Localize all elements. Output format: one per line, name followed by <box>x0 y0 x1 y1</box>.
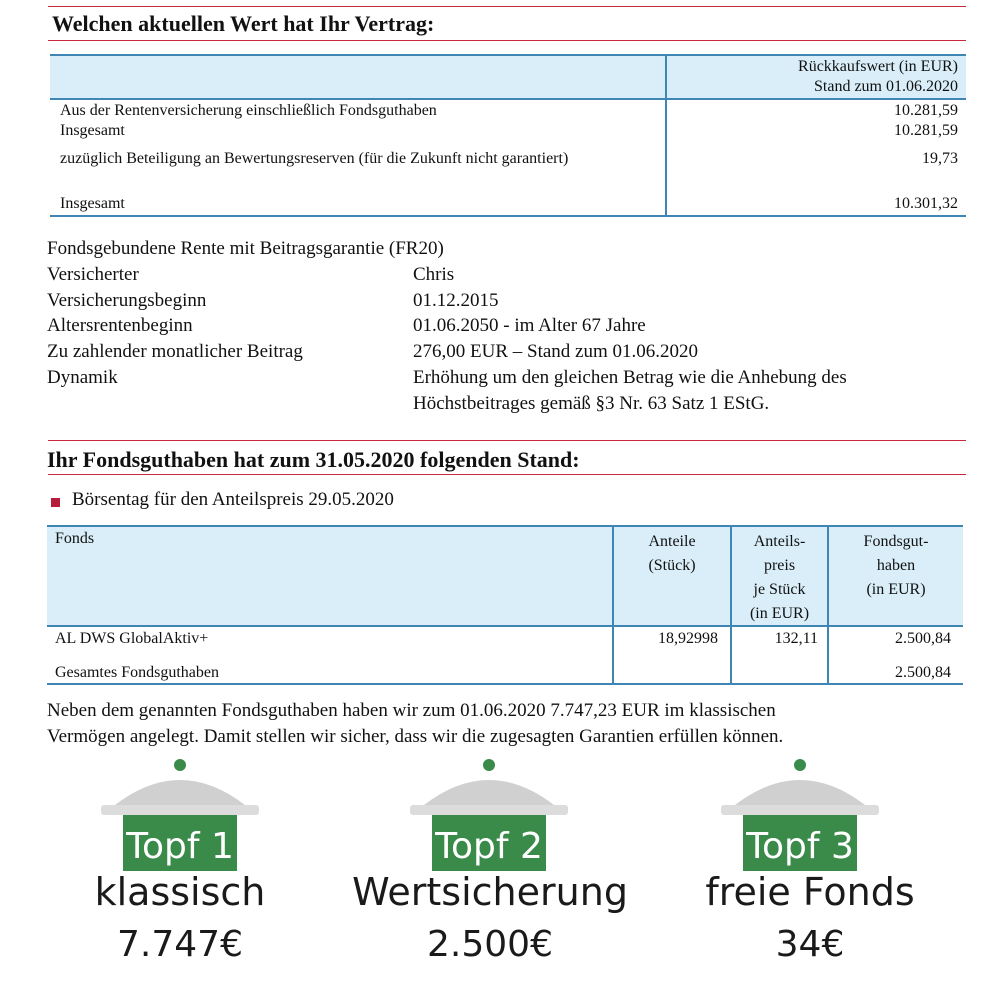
col-header-line2: Stand zum 01.06.2020 <box>814 78 958 95</box>
bullet-text: Börsentag für den Anteilspreis 29.05.2020 <box>72 489 394 510</box>
field-value: 01.06.2050 - im Alter 67 Jahre <box>413 315 646 336</box>
field-label: Versicherter <box>47 264 139 285</box>
fund-total-value: 2.500,84 <box>895 664 951 681</box>
bullet-icon <box>51 498 60 507</box>
col-header-line1: Rückkaufswert (in EUR) <box>798 58 958 75</box>
fund-table-border-bottom <box>47 683 963 685</box>
note-line1: Neben dem genannten Fondsguthaben haben wir zum 01.06.2020 7.747,23 EUR im klassischen <box>47 700 776 721</box>
pot-label: Topf 1 <box>126 826 234 867</box>
table-border-top <box>50 54 966 56</box>
fund-total-label: Gesamtes Fondsguthaben <box>55 664 219 681</box>
pot-label: Topf 3 <box>746 826 854 867</box>
field-value: 01.12.2015 <box>413 290 499 311</box>
row-value: 19,73 <box>922 150 958 167</box>
col-guthaben: Fondsgut- haben (in EUR) <box>863 533 929 598</box>
pot-name: freie Fonds <box>705 870 915 914</box>
row-label: Insgesamt <box>60 195 125 212</box>
field-label: Versicherungsbeginn <box>47 290 207 311</box>
field-value: Erhöhung um den gleichen Betrag wie die Anhebung des <box>413 367 847 388</box>
heading-rule <box>48 40 966 41</box>
field-value-cont: Höchstbeitrages gemäß §3 Nr. 63 Satz 1 EStG. <box>413 393 770 414</box>
col-fonds: Fonds <box>55 530 95 547</box>
field-value: 276,00 EUR – Stand zum 01.06.2020 <box>413 341 698 362</box>
fund-preis: 132,11 <box>774 630 818 647</box>
fund-guthaben: 2.500,84 <box>895 630 951 647</box>
pot-amount: 2.500€ <box>427 924 553 965</box>
row-value: 10.301,32 <box>894 195 958 212</box>
section2-top-rule <box>48 440 966 441</box>
section2-heading: Ihr Fondsguthaben hat zum 31.05.2020 folgenden Stand: <box>47 447 580 472</box>
field-label: Zu zahlender monatlicher Beitrag <box>47 341 303 362</box>
field-label: Altersrentenbeginn <box>47 315 193 336</box>
table-border-mid <box>50 98 966 100</box>
table-divider <box>665 54 667 217</box>
pot-name: klassisch <box>94 870 266 914</box>
row-label: Aus der Rentenversicherung einschließlich Fondsguthaben <box>60 102 437 119</box>
col-anteile: Anteile (Stück) <box>648 533 696 574</box>
pot-label: Topf 2 <box>435 826 543 867</box>
pot-name: Wertsicherung <box>352 870 628 914</box>
field-value: Chris <box>413 264 455 285</box>
row-label: zuzüglich Beteiligung an Bewertungsreserven (für die Zukunft nicht garantiert) <box>60 150 569 167</box>
row-label: Insgesamt <box>60 122 125 139</box>
field-label: Dynamik <box>47 367 118 388</box>
fund-name: AL DWS GlobalAktiv+ <box>55 630 209 647</box>
section1-heading: Welchen aktuellen Wert hat Ihr Vertrag: <box>52 11 435 36</box>
col-preis: Anteils- preis je Stück (in EUR) <box>749 533 810 622</box>
row-value: 10.281,59 <box>894 102 958 119</box>
top-rule <box>48 6 966 7</box>
pot-amount: 34€ <box>775 924 845 965</box>
fund-table-border-top <box>47 525 963 527</box>
table-border-bottom <box>50 215 966 217</box>
pot-amount: 7.747€ <box>117 924 243 965</box>
row-value: 10.281,59 <box>894 122 958 139</box>
fund-anteile: 18,92998 <box>658 630 718 647</box>
section2-heading-rule <box>48 474 966 475</box>
note-line2: Vermögen angelegt. Damit stellen wir sicher, dass wir die zugesagten Garantien erfüllen können. <box>47 726 784 747</box>
product-name: Fondsgebundene Rente mit Beitragsgarantie (FR20) <box>47 238 444 259</box>
